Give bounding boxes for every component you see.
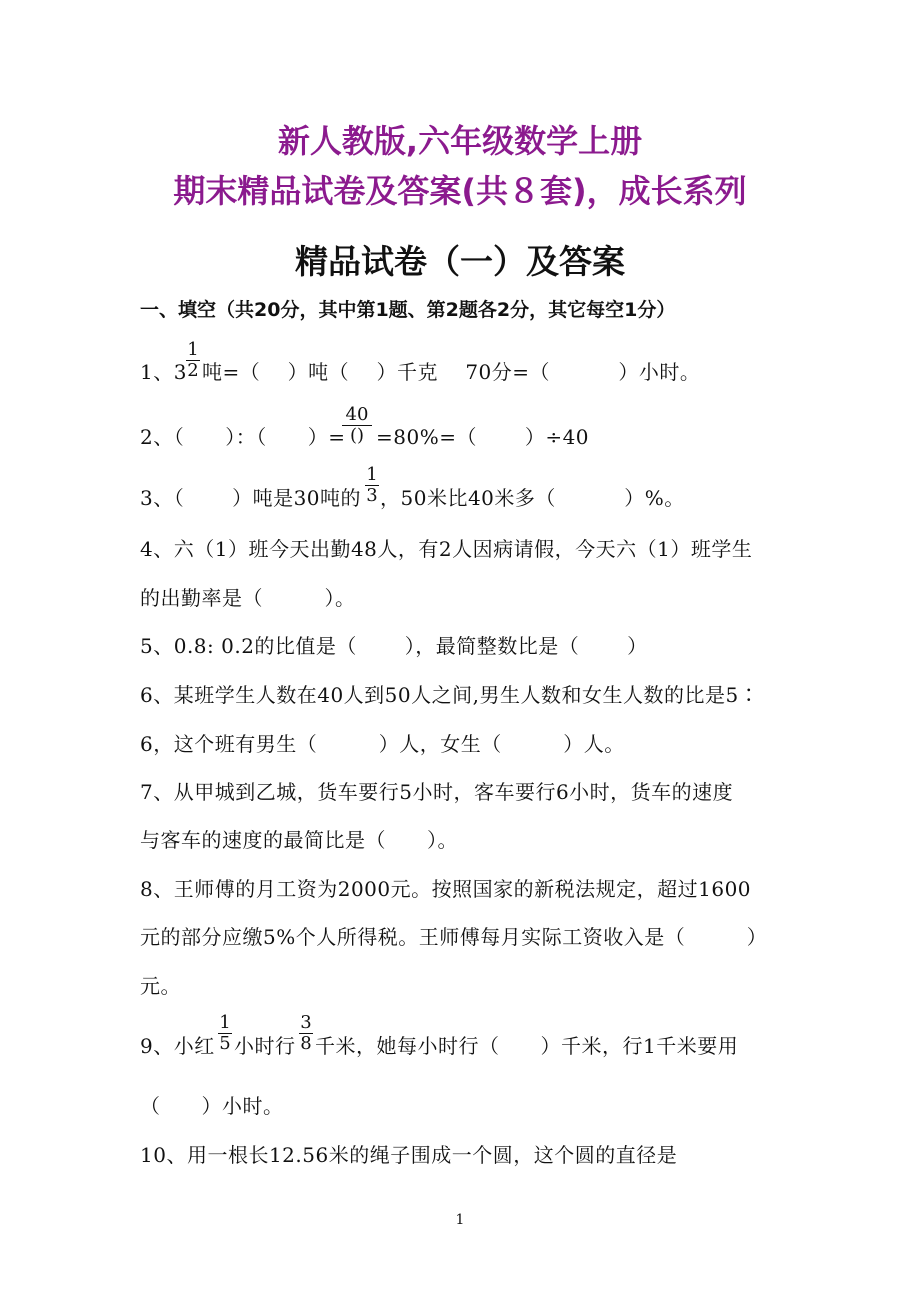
q2-denominator: (): [349, 425, 365, 446]
q10-line-1: 10、用一根长12.56米的绳子围成一个圆，这个圆的直径是: [140, 1143, 678, 1167]
page-number: 1: [455, 1212, 465, 1228]
q9-middle: 小时行: [234, 1034, 296, 1058]
q2-numerator: 40: [345, 404, 369, 425]
title-line-2: 期末精品试卷及答案(共８套)，成长系列: [173, 172, 747, 210]
q2-fraction: [342, 406, 372, 445]
q7-line-2: 与客车的速度的最简比是（ ）。: [140, 828, 458, 852]
q2-text: =80%=（ ）÷40: [376, 425, 590, 449]
q9-f2-numerator: 3: [300, 1012, 312, 1033]
q9-f2-denominator: 8: [300, 1033, 312, 1054]
q4-line-2: 的出勤率是（ ）。: [140, 586, 356, 610]
q3-prefix: 3、（ ）吨是30吨的: [140, 486, 362, 510]
q5-line: 5、0.8: 0.2的比值是（ ），最简整数比是（ ）: [140, 634, 648, 658]
q9-fraction-2: [299, 1014, 313, 1053]
paper-title: 精品试卷（一）及答案: [295, 242, 625, 281]
q4-line-1: 4、六（1）班今天出勤48人，有2人因病请假，今天六（1）班学生: [140, 537, 753, 561]
q8-line-3: 元。: [140, 974, 181, 998]
q9-f1-numerator: 1: [219, 1012, 231, 1033]
q1-denominator: 2: [187, 360, 199, 381]
q9-prefix: 9、小红: [140, 1034, 215, 1058]
q9-line-2: （ ）小时。: [140, 1094, 284, 1118]
q2-prefix: 2、（ ）：（ ）=: [140, 425, 346, 449]
q8-line-2: 元的部分应缴5%个人所得税。王师傅每月实际工资收入是（ ）: [140, 925, 768, 949]
q7-line-1: 7、从甲城到乙城，货车要行5小时，客车要行6小时，货车的速度: [140, 780, 734, 804]
q1-prefix: 1、3: [140, 360, 187, 384]
q3-text: ，50米比40米多（ ）%。: [380, 486, 685, 510]
q3-fraction: [365, 466, 379, 505]
q9-f1-denominator: 5: [219, 1033, 231, 1054]
q3-numerator: 1: [366, 464, 378, 485]
q6-line-2: 6，这个班有男生（ ）人，女生（ ）人。: [140, 732, 625, 756]
q1-numerator: 1: [187, 339, 199, 360]
title-line-1: 新人教版,六年级数学上册: [277, 122, 643, 160]
q1-text: 吨=（ ）吨（ ）千克 70分=（ ）小时。: [202, 360, 701, 384]
q1-fraction: [186, 341, 200, 380]
q8-line-1: 8、王师傅的月工资为2000元。按照国家的新税法规定，超过1600: [140, 877, 752, 901]
q3-denominator: 3: [366, 485, 378, 506]
q9-text: 千米，她每小时行（ ）千米，行1千米要用: [315, 1034, 739, 1058]
q9-fraction-1: [218, 1014, 232, 1053]
q6-line-1: 6、某班学生人数在40人到50人之间,男生人数和女生人数的比是5∶: [140, 683, 760, 707]
section-heading: 一、填空（共20分，其中第1题、第2题各2分，其它每空1分）: [140, 299, 676, 321]
